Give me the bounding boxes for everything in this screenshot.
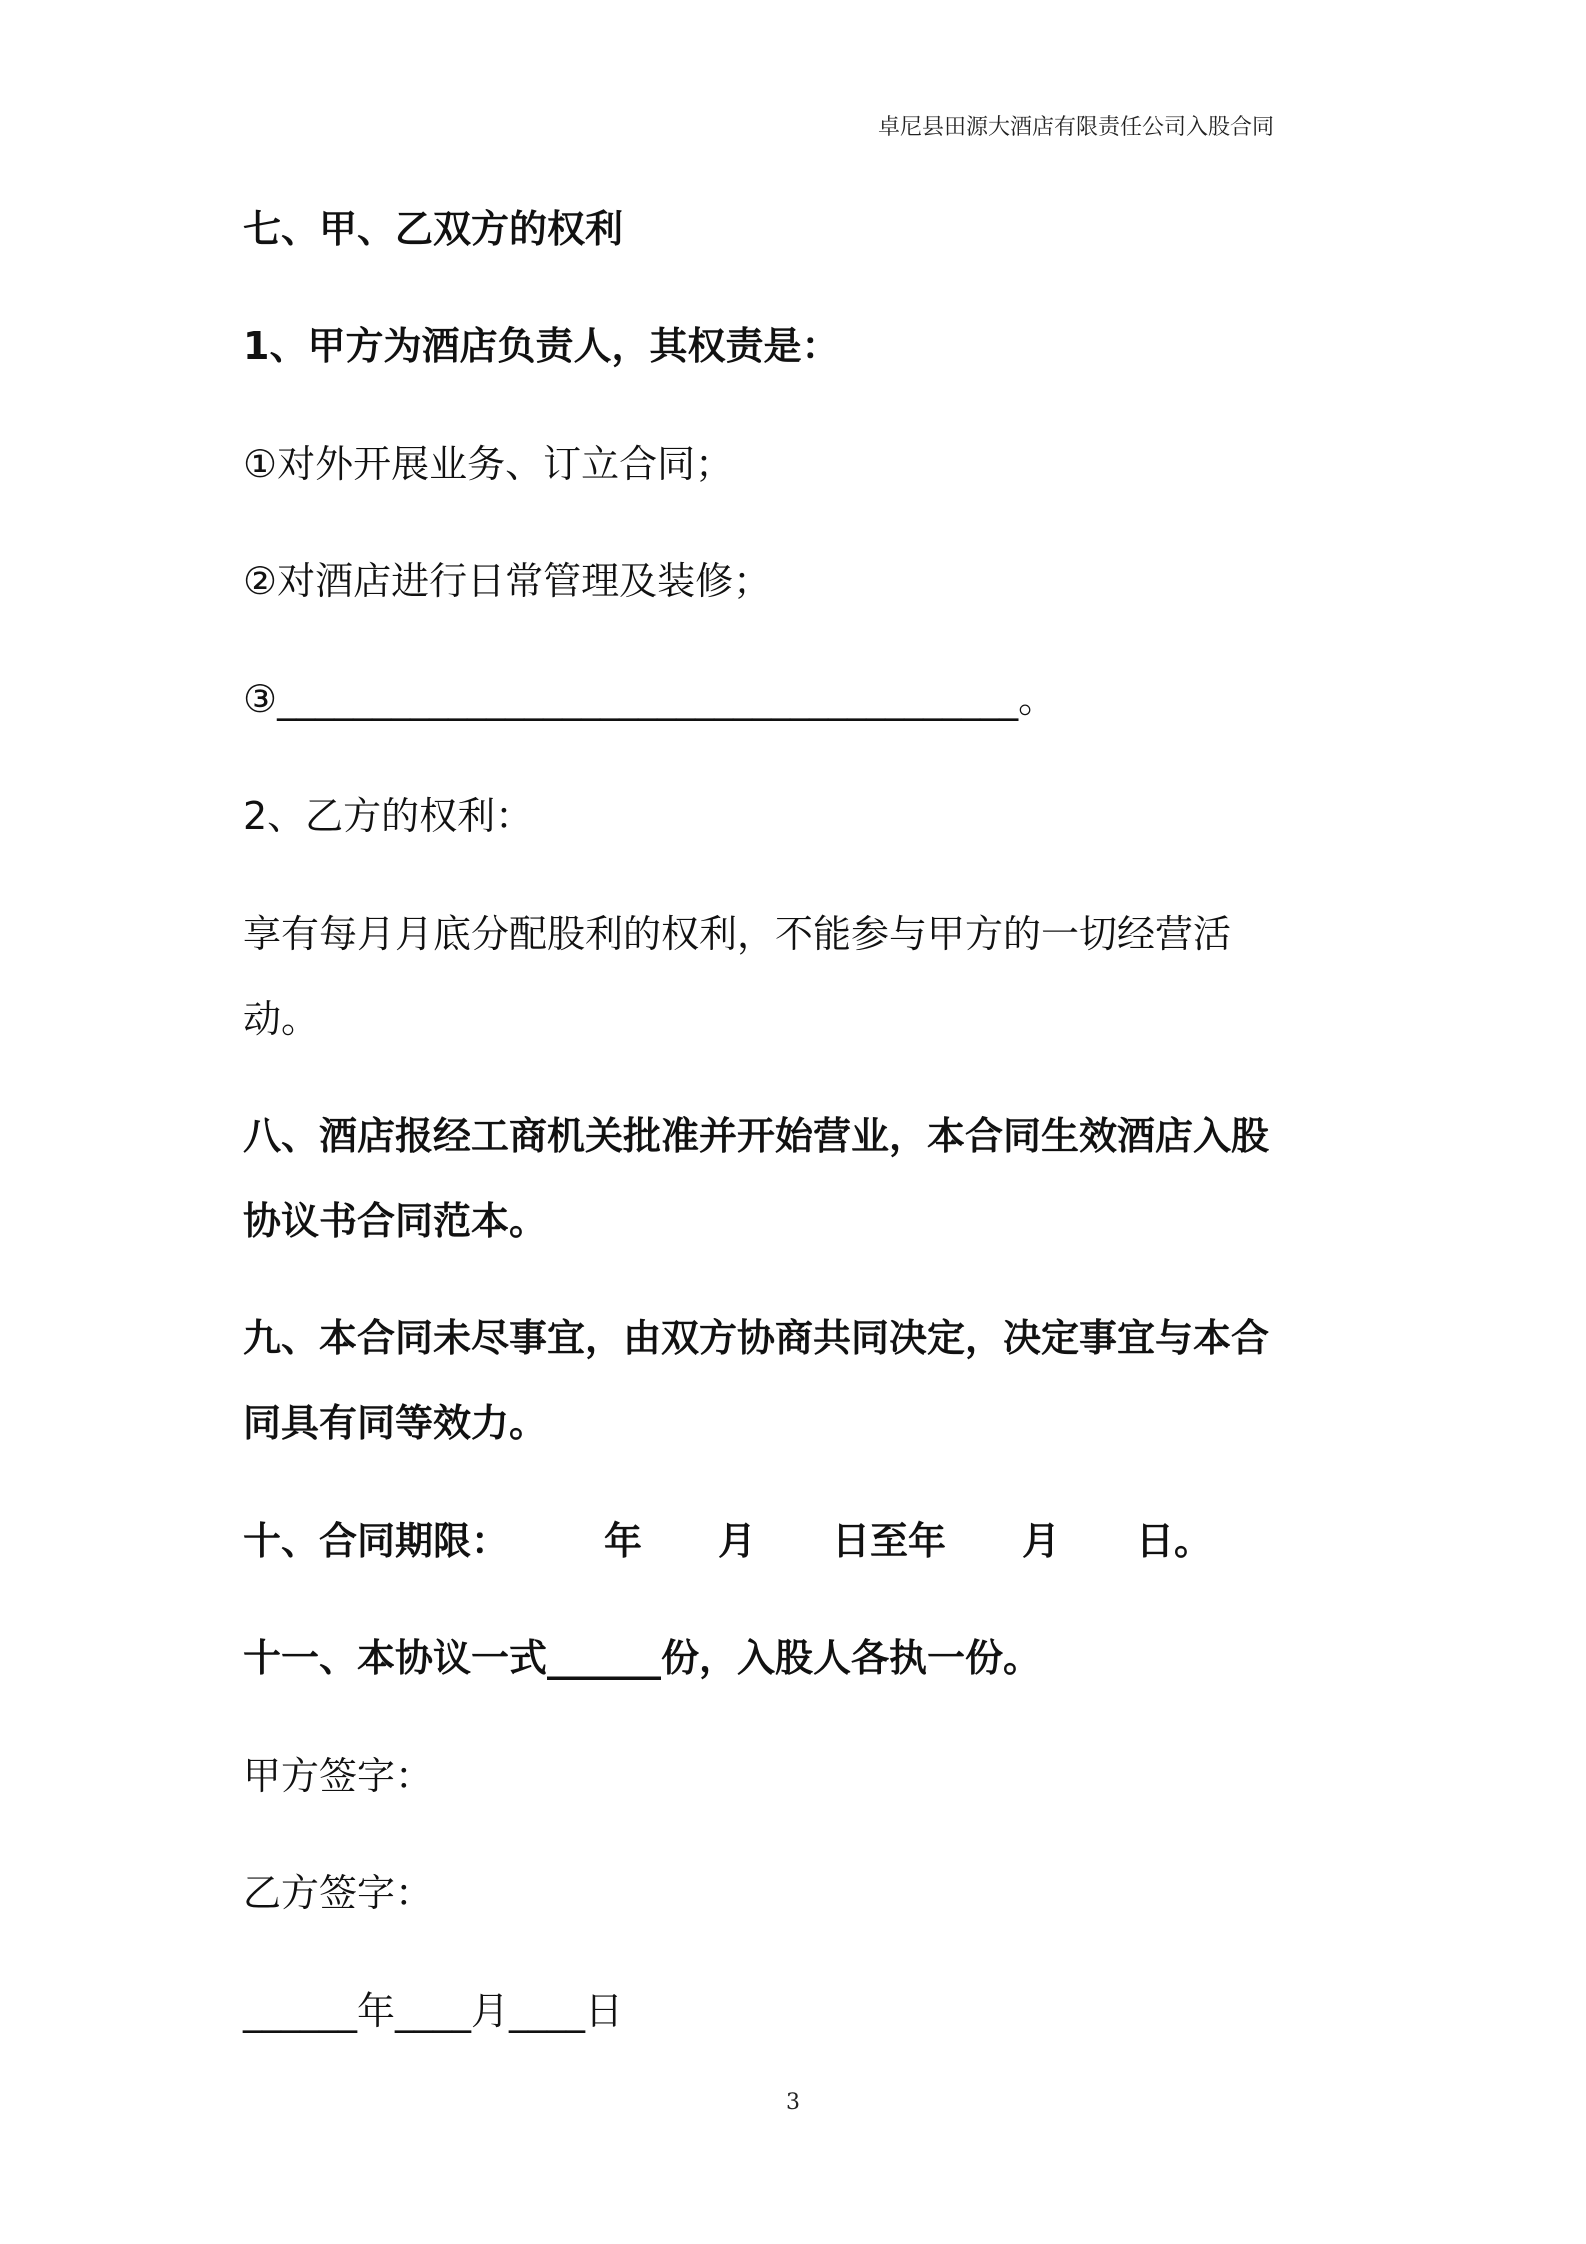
section-8-line-1: 八、酒店报经工商机关批准并开始营业，本合同生效酒店入股 [243,1114,1270,1158]
item-1-heading: 1、甲方为酒店负责人，其权责是： [243,324,840,368]
item-2-text-line-1: 享有每月月底分配股利的权利，不能参与甲方的一切经营活 [243,912,1232,956]
section-9-line-2: 同具有同等效力。 [243,1401,548,1445]
item-1-point-a: ①对外开展业务、订立合同； [243,442,734,486]
section-11-copies: 十一、本协议一式______份，入股人各执一份。 [243,1636,1042,1680]
page-number: 3 [786,2090,800,2115]
section-10-contract-term: 十、合同期限： 年 月 日至年 月 日。 [243,1519,1213,1563]
item-2-text-line-2: 动。 [243,997,320,1041]
party-b-signature-label: 乙方签字： [243,1871,434,1915]
document-header-title: 卓尼县田源大酒店有限责任公司入股合同 [877,115,1274,140]
party-a-signature-label: 甲方签字： [243,1754,434,1798]
section-7-title: 七、甲、乙双方的权利 [243,207,624,251]
item-2-heading: 2、乙方的权利： [243,794,534,838]
section-9-line-1: 九、本合同未尽事宜，由双方协商共同决定，决定事宜与本合 [243,1316,1270,1360]
signature-date-line: ______年____月____日 [243,1989,624,2033]
item-1-point-b: ②对酒店进行日常管理及装修； [243,559,772,603]
section-8-line-2: 协议书合同范本。 [243,1199,548,1243]
item-1-point-c-blank: ③_______________________________________。 [243,677,1057,721]
